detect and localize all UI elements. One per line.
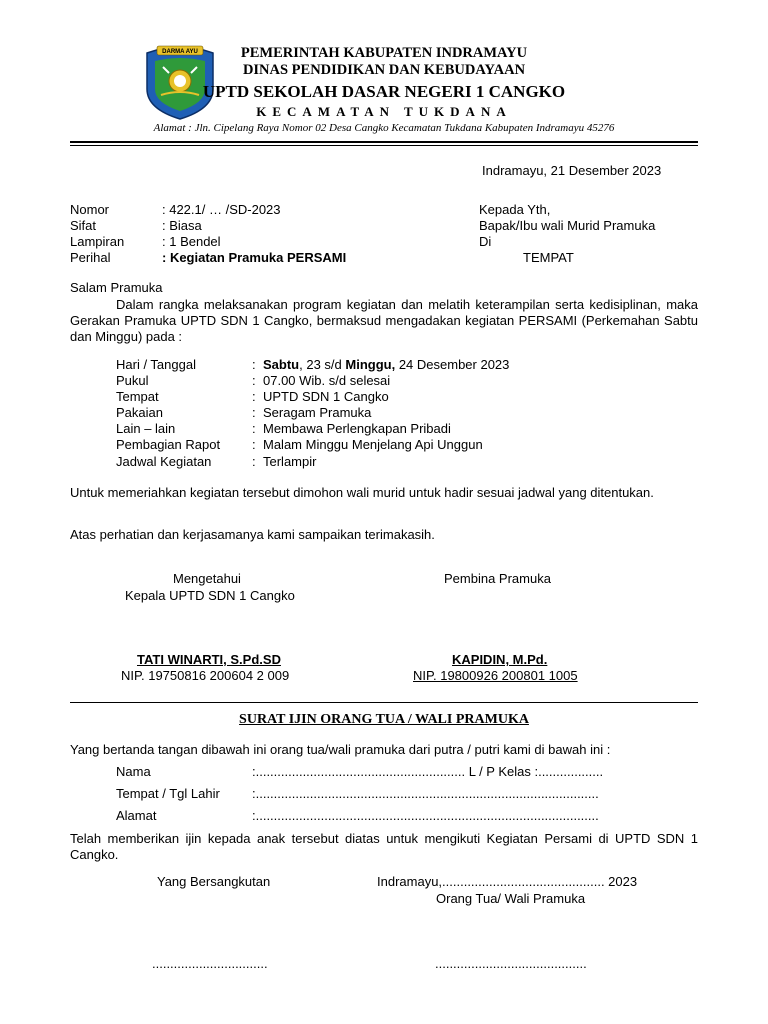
sign-right-title: Pembina Pramuka [444, 571, 551, 586]
slip-intro: Yang bertanda tangan dibawah ini orang tua/wali pramuka dari putra / putri kami di bawah ini : [70, 742, 611, 757]
detail-colon: : [252, 421, 256, 436]
recipient-line: TEMPAT [523, 250, 574, 265]
meta-label: Nomor [70, 202, 110, 217]
detail-colon: : [252, 405, 256, 420]
meta-label: Sifat [70, 218, 97, 233]
slip-left-signature-line: ................................ [152, 956, 268, 971]
slip-field-address: :............................................................................................... [252, 808, 599, 823]
detail-value-date [263, 357, 509, 372]
detail-label: Hari / Tanggal [116, 357, 196, 372]
recipient-line: Bapak/Ibu wali Murid Pramuka [479, 218, 656, 233]
meta-label: Perihal [70, 250, 111, 265]
letterhead-school: UPTD SEKOLAH DASAR NEGERI 1 CANGKO [202, 82, 566, 101]
detail-label: Tempat [116, 389, 159, 404]
letterhead-address: Alamat : Jln. Cipelang Raya Nomor 02 Desa Cangko Kecamatan Tukdana Kabupaten Indramayu 45276 [153, 122, 615, 134]
detail-value: 07.00 Wib. s/d selesai [263, 373, 391, 388]
letterhead-rule [70, 141, 698, 143]
slip-right-signature-line: .......................................... [435, 956, 587, 971]
detail-colon: : [252, 437, 256, 452]
detail-colon: : [252, 373, 256, 388]
slip-left-label: Yang Bersangkutan [157, 874, 271, 889]
sign-left-nip: NIP. 19750816 200604 2 009 [121, 668, 290, 683]
letterhead-government: PEMERINTAH KABUPATEN INDRAMAYU [240, 45, 528, 61]
slip-field-label: Nama [116, 764, 151, 779]
meta-value: : 422.1/ … /SD-2023 [162, 202, 281, 217]
slip-field-name: :.......................................................... L / P Kelas :.................. [252, 764, 604, 779]
detail-value: Seragam Pramuka [263, 405, 372, 420]
meta-label: Lampiran [70, 234, 125, 249]
detail-label: Pakaian [116, 405, 163, 420]
detail-label: Pukul [116, 373, 149, 388]
sign-right-name: KAPIDIN, M.Pd. [452, 652, 548, 667]
recipient-line: Kepada Yth, [479, 202, 551, 217]
sign-right-nip: NIP. 19800926 200801 1005 [413, 668, 578, 683]
intro-paragraph [70, 297, 698, 345]
detail-value: Malam Minggu Menjelang Api Unggun [263, 437, 483, 452]
detail-colon: : [252, 389, 256, 404]
detail-label: Lain – lain [116, 421, 176, 436]
slip-statement: Telah memberikan ijin kepada anak tersebut diatas untuk mengikuti Kegiatan Persami di UPTD SDN 1 Cangko. [70, 831, 698, 862]
logo-text: DARMA AYU [162, 49, 198, 55]
date-day1: Sabtu [263, 357, 300, 372]
meta-value-subject: : Kegiatan Pramuka PERSAMI [162, 250, 347, 265]
date-rest: 24 Desember 2023 [395, 357, 510, 372]
date-mid: , 23 s/d [299, 357, 346, 372]
thanks-paragraph: Atas perhatian dan kerjasamanya kami sampaikan terimakasih. [70, 527, 435, 542]
sign-left-title: Mengetahui [173, 571, 241, 586]
detail-value: UPTD SDN 1 Cangko [263, 389, 389, 404]
detail-value: Membawa Perlengkapan Pribadi [263, 421, 451, 436]
slip-separator [70, 702, 698, 703]
sign-left-position: Kepala UPTD SDN 1 Cangko [125, 588, 295, 603]
sign-left-name: TATI WINARTI, S.Pd.SD [137, 652, 281, 667]
detail-colon: : [252, 454, 256, 469]
slip-field-label: Alamat [116, 808, 157, 823]
detail-label: Jadwal Kegiatan [116, 454, 212, 469]
detail-label: Pembagian Rapot [116, 437, 221, 452]
meta-value: : 1 Bendel [162, 234, 221, 249]
greeting: Salam Pramuka [70, 280, 163, 295]
date-day2: Minggu, [345, 357, 396, 372]
letterhead-rule-thin [70, 145, 698, 146]
slip-title: SURAT IJIN ORANG TUA / WALI PRAMUKA [239, 712, 529, 727]
slip-right-date: Indramayu,............................................. 2023 [377, 874, 638, 889]
letterhead-department: DINAS PENDIDIKAN DAN KEBUDAYAAN [242, 62, 526, 78]
closing-paragraph: Untuk memeriahkan kegiatan tersebut dimohon wali murid untuk hadir sesuai jadwal yang ditentukan. [70, 485, 654, 500]
slip-right-label: Orang Tua/ Wali Pramuka [436, 891, 586, 906]
recipient-line: Di [479, 234, 492, 249]
detail-colon: : [252, 357, 256, 372]
intro-text: Dalam rangka melaksanakan program kegiatan dan melatih keterampilan serta kedisiplinan, maka Gerakan Pramuka UPTD SDN 1 Cangko, bermaksud mengadakan kegiatan PERSAMI (Perkemahan Sabtu dan Minggu) pada : [70, 297, 698, 344]
letterhead-district: KECAMATAN TUKDANA [256, 104, 512, 119]
detail-value: Terlampir [263, 454, 317, 469]
slip-field-label: Tempat / Tgl Lahir [116, 786, 220, 801]
slip-field-birth: :............................................................................................... [252, 786, 599, 801]
letter-date: Indramayu, 21 Desember 2023 [482, 163, 662, 178]
meta-value: : Biasa [162, 218, 202, 233]
